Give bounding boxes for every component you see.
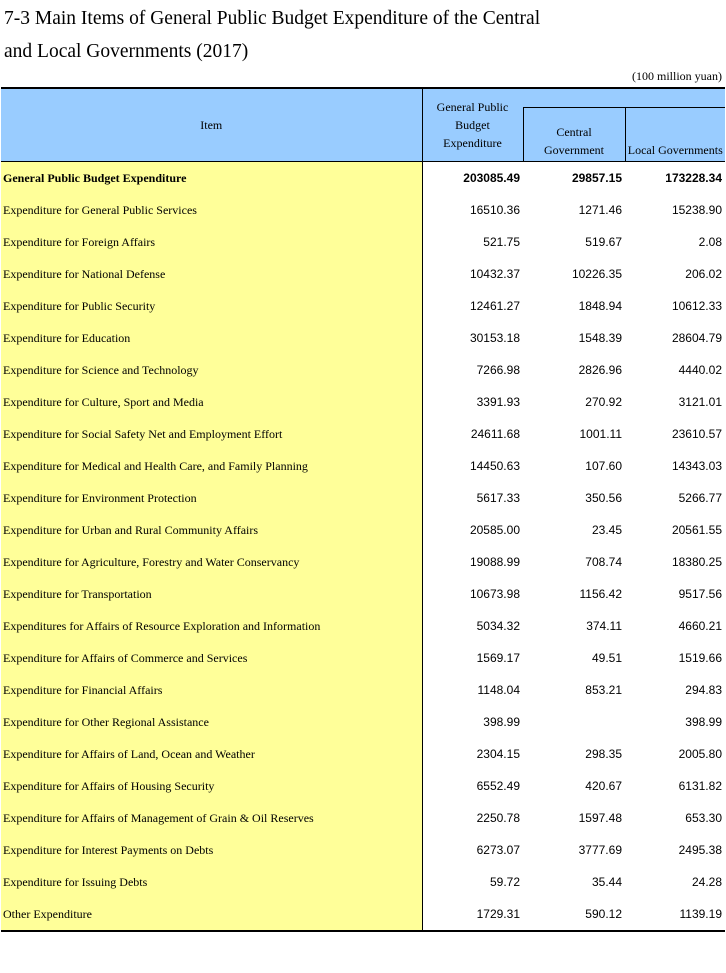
item-cell: Expenditure for Medical and Health Care, and Family Planning bbox=[1, 450, 422, 482]
item-cell: Expenditure for Affairs of Land, Ocean and Weather bbox=[1, 738, 422, 770]
local-cell: 14343.03 bbox=[671, 459, 722, 473]
table-row bbox=[1, 738, 725, 770]
local-cell: 9517.56 bbox=[678, 587, 722, 601]
central-cell: 10226.35 bbox=[571, 267, 622, 281]
central-cell: 1548.39 bbox=[578, 331, 622, 345]
local-cell: 4440.02 bbox=[678, 363, 722, 377]
item-cell: Expenditure for National Defense bbox=[1, 258, 422, 290]
local-cell: 24.28 bbox=[691, 875, 722, 889]
total-cell: 12461.27 bbox=[422, 290, 523, 322]
item-cell: Expenditure for Issuing Debts bbox=[1, 866, 422, 898]
table-row bbox=[1, 866, 725, 898]
total-cell: 10673.98 bbox=[422, 578, 523, 610]
local-cell: 5266.77 bbox=[678, 491, 722, 505]
table-row bbox=[1, 386, 725, 418]
local-cell: 28604.79 bbox=[671, 331, 722, 345]
total-cell: 203085.49 bbox=[422, 162, 523, 195]
total-cell: 398.99 bbox=[422, 706, 523, 738]
item-cell: Expenditure for Transportation bbox=[1, 578, 422, 610]
local-cell: 3121.01 bbox=[678, 395, 722, 409]
central-cell: 590.12 bbox=[523, 898, 625, 931]
header-total: General Public Budget Expenditure bbox=[422, 88, 523, 162]
central-cell: 519.67 bbox=[585, 235, 622, 249]
total-cell: 3391.93 bbox=[422, 386, 523, 418]
total-row bbox=[1, 162, 725, 195]
item-cell: Expenditures for Affairs of Resource Exploration and Information bbox=[1, 610, 422, 642]
table-row bbox=[1, 226, 725, 258]
table-row bbox=[1, 802, 725, 834]
table-row bbox=[1, 898, 725, 931]
item-cell: Expenditure for Interest Payments on Debts bbox=[1, 834, 422, 866]
total-cell: 7266.98 bbox=[422, 354, 523, 386]
total-cell: 20585.00 bbox=[422, 514, 523, 546]
item-cell: Expenditure for Environment Protection bbox=[1, 482, 422, 514]
header-central: Central Government bbox=[523, 108, 625, 162]
item-cell: Expenditure for Urban and Rural Community Affairs bbox=[1, 514, 422, 546]
total-cell: 5617.33 bbox=[422, 482, 523, 514]
table-header bbox=[1, 88, 725, 162]
page-title bbox=[4, 2, 720, 68]
total-cell: 2250.78 bbox=[422, 802, 523, 834]
total-cell: 24611.68 bbox=[422, 418, 523, 450]
header-local: Local Governments bbox=[625, 108, 725, 162]
central-cell: 270.92 bbox=[585, 395, 622, 409]
table-body bbox=[1, 162, 725, 932]
local-cell: 653.30 bbox=[685, 811, 722, 825]
table-row bbox=[1, 194, 725, 226]
table-row bbox=[1, 706, 725, 738]
local-cell: 2495.38 bbox=[678, 843, 722, 857]
local-cell: 18380.25 bbox=[671, 555, 722, 569]
table-row bbox=[1, 834, 725, 866]
total-cell: 16510.36 bbox=[422, 194, 523, 226]
total-cell: 30153.18 bbox=[422, 322, 523, 354]
local-cell: 6131.82 bbox=[678, 779, 722, 793]
local-cell: 20561.55 bbox=[671, 523, 722, 537]
item-cell: Other Expenditure bbox=[1, 898, 422, 931]
item-cell: Expenditure for Affairs of Housing Security bbox=[1, 770, 422, 802]
central-cell: 1597.48 bbox=[578, 811, 622, 825]
item-cell: General Public Budget Expenditure bbox=[1, 162, 422, 195]
table-row bbox=[1, 354, 725, 386]
central-cell: 49.51 bbox=[591, 651, 622, 665]
total-cell: 521.75 bbox=[422, 226, 523, 258]
item-cell: Expenditure for Science and Technology bbox=[1, 354, 422, 386]
item-cell: Expenditure for Affairs of Management of Grain & Oil Reserves bbox=[1, 802, 422, 834]
central-cell: 708.74 bbox=[585, 555, 622, 569]
central-cell: 420.67 bbox=[585, 779, 622, 793]
table-row bbox=[1, 610, 725, 642]
expenditure-table bbox=[1, 87, 725, 932]
local-cell: 398.99 bbox=[685, 715, 722, 729]
central-cell: 374.11 bbox=[586, 619, 622, 633]
total-cell: 5034.32 bbox=[422, 610, 523, 642]
table-row bbox=[1, 674, 725, 706]
central-cell: 107.60 bbox=[585, 459, 622, 473]
item-cell: Expenditure for Foreign Affairs bbox=[1, 226, 422, 258]
item-cell: Expenditure for General Public Services bbox=[1, 194, 422, 226]
local-cell: 15238.90 bbox=[671, 203, 722, 217]
item-cell: Expenditure for Financial Affairs bbox=[1, 674, 422, 706]
table-row bbox=[1, 482, 725, 514]
table-row bbox=[1, 514, 725, 546]
total-cell: 1148.04 bbox=[422, 674, 523, 706]
central-cell: 1271.46 bbox=[578, 203, 622, 217]
table-row bbox=[1, 770, 725, 802]
local-cell: 294.83 bbox=[685, 683, 722, 697]
table-row bbox=[1, 578, 725, 610]
local-cell: 4660.21 bbox=[678, 619, 722, 633]
item-cell: Expenditure for Agriculture, Forestry and Water Conservancy bbox=[1, 546, 422, 578]
table-row bbox=[1, 322, 725, 354]
table-row bbox=[1, 418, 725, 450]
item-cell: Expenditure for Education bbox=[1, 322, 422, 354]
total-cell: 6273.07 bbox=[422, 834, 523, 866]
table-row bbox=[1, 546, 725, 578]
central-cell: 350.56 bbox=[585, 491, 622, 505]
total-cell: 59.72 bbox=[422, 866, 523, 898]
item-cell: Expenditure for Social Safety Net and Employment Effort bbox=[1, 418, 422, 450]
central-cell: 1001.11 bbox=[579, 427, 622, 441]
local-cell: 2005.80 bbox=[678, 747, 722, 761]
local-cell: 173228.34 bbox=[665, 171, 722, 185]
local-cell: 206.02 bbox=[685, 267, 722, 281]
central-cell: 1156.42 bbox=[579, 587, 622, 601]
item-cell: Expenditure for Public Security bbox=[1, 290, 422, 322]
table-row bbox=[1, 258, 725, 290]
local-cell: 10612.33 bbox=[671, 299, 722, 313]
total-cell: 2304.15 bbox=[422, 738, 523, 770]
item-cell: Expenditure for Other Regional Assistance bbox=[1, 706, 422, 738]
item-cell: Expenditure for Affairs of Commerce and Services bbox=[1, 642, 422, 674]
local-cell: 1519.66 bbox=[678, 651, 722, 665]
title-line-1: 7-3 Main Items of General Public Budget Expenditure of the Central bbox=[4, 8, 541, 29]
total-cell: 6552.49 bbox=[422, 770, 523, 802]
total-cell: 1569.17 bbox=[422, 642, 523, 674]
local-cell: 23610.57 bbox=[671, 427, 722, 441]
central-cell: 29857.15 bbox=[571, 171, 622, 185]
central-cell: 23.45 bbox=[591, 523, 622, 537]
local-cell: 1139.19 bbox=[625, 898, 725, 931]
central-cell: 3777.69 bbox=[578, 843, 622, 857]
total-cell: 1729.31 bbox=[422, 898, 523, 931]
central-cell: 35.44 bbox=[591, 875, 622, 889]
local-cell: 2.08 bbox=[698, 235, 722, 249]
central-cell: 1848.94 bbox=[578, 299, 622, 313]
total-cell: 14450.63 bbox=[422, 450, 523, 482]
title-line-2: and Local Governments (2017) bbox=[4, 41, 249, 62]
central-cell bbox=[523, 706, 625, 738]
central-cell: 853.21 bbox=[585, 683, 622, 697]
table-row bbox=[1, 450, 725, 482]
total-cell: 19088.99 bbox=[422, 546, 523, 578]
item-cell: Expenditure for Culture, Sport and Media bbox=[1, 386, 422, 418]
table-row bbox=[1, 642, 725, 674]
central-cell: 2826.96 bbox=[578, 363, 622, 377]
header-item: Item bbox=[1, 88, 422, 162]
unit-label: (100 million yuan) bbox=[632, 69, 722, 83]
table-row bbox=[1, 290, 725, 322]
total-cell: 10432.37 bbox=[422, 258, 523, 290]
central-cell: 298.35 bbox=[585, 747, 622, 761]
